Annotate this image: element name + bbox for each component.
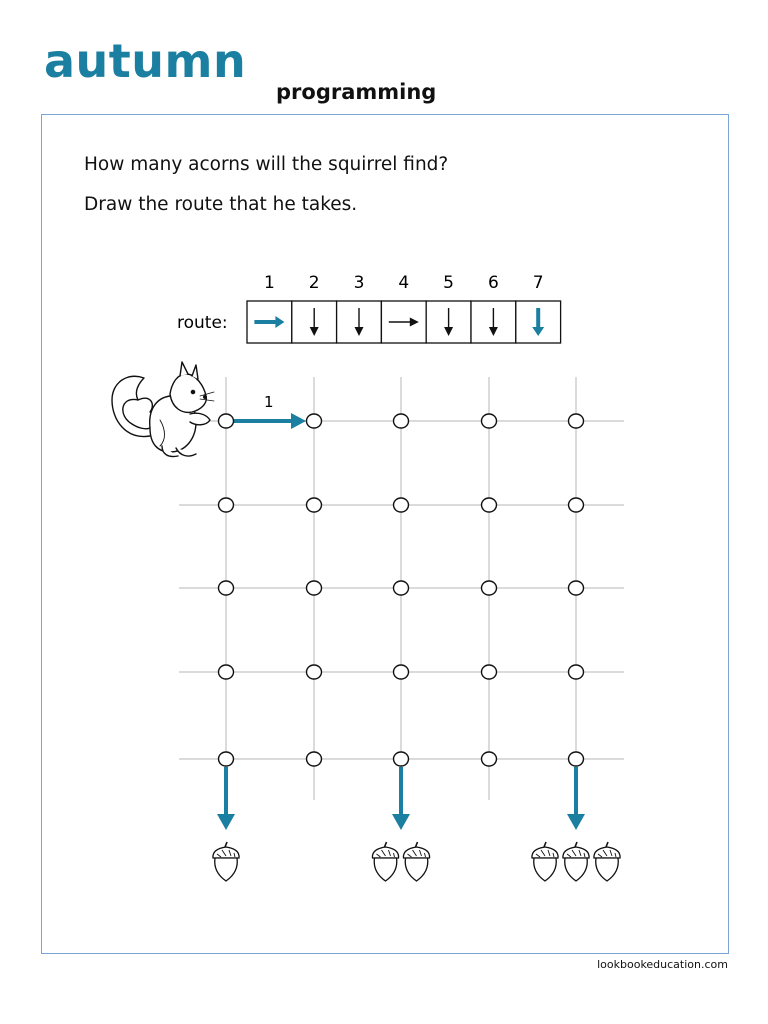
exit-arrow-down-icon-5 — [567, 814, 585, 830]
grid-node — [482, 498, 497, 512]
grid-node — [482, 581, 497, 595]
grid-node — [219, 498, 234, 512]
grid-node — [307, 581, 322, 595]
grid-node — [482, 665, 497, 679]
route-step-number-5: 5 — [443, 273, 455, 293]
acorn-icon — [372, 842, 398, 881]
grid-node — [394, 498, 409, 512]
acorn-group-1 — [213, 842, 239, 881]
exit-arrow-down-icon-1 — [217, 814, 235, 830]
grid-node — [394, 752, 409, 766]
grid-node — [569, 752, 584, 766]
grid-node — [569, 665, 584, 679]
acorn-icon — [403, 842, 429, 881]
grid-node — [482, 414, 497, 428]
route-step-number-3: 3 — [353, 273, 365, 293]
acorn-icon — [594, 842, 620, 881]
grid-node — [307, 498, 322, 512]
grid-node — [307, 414, 322, 428]
route-step-number-4: 4 — [398, 273, 410, 293]
grid-node — [394, 665, 409, 679]
grid-node — [307, 665, 322, 679]
route-label: route: — [177, 313, 228, 333]
acorn-icon — [563, 842, 589, 881]
grid-node — [394, 581, 409, 595]
example-step-arrow-right-icon — [291, 413, 306, 429]
acorn-group-3 — [532, 842, 620, 881]
grid-node — [569, 414, 584, 428]
route-step-number-7: 7 — [532, 273, 544, 293]
route-step-numbers — [264, 273, 544, 293]
grid-node — [482, 752, 497, 766]
question-draw-route: Draw the route that he takes. — [84, 194, 358, 215]
grid-node — [219, 414, 234, 428]
route-strip — [247, 301, 561, 343]
route-step-number-2: 2 — [308, 273, 320, 293]
grid-node — [394, 414, 409, 428]
page-title: autumn — [44, 34, 247, 88]
grid-node — [219, 665, 234, 679]
squirrel-illustration — [112, 362, 214, 457]
grid-node — [569, 498, 584, 512]
acorn-icon — [532, 842, 558, 881]
page-subtitle: programming — [276, 80, 437, 104]
footer-credit: lookbookeducation.com — [597, 958, 728, 971]
example-step-label: 1 — [264, 393, 274, 411]
question-acorns: How many acorns will the squirrel find? — [84, 154, 449, 175]
acorn-groups — [213, 842, 620, 881]
grid-node — [219, 752, 234, 766]
grid-node — [569, 581, 584, 595]
acorn-group-2 — [372, 842, 429, 881]
grid-node — [307, 752, 322, 766]
acorn-icon — [213, 842, 239, 881]
exit-arrow-down-icon-3 — [392, 814, 410, 830]
route-step-number-6: 6 — [487, 273, 499, 293]
route-step-number-1: 1 — [263, 273, 275, 293]
grid-node — [219, 581, 234, 595]
